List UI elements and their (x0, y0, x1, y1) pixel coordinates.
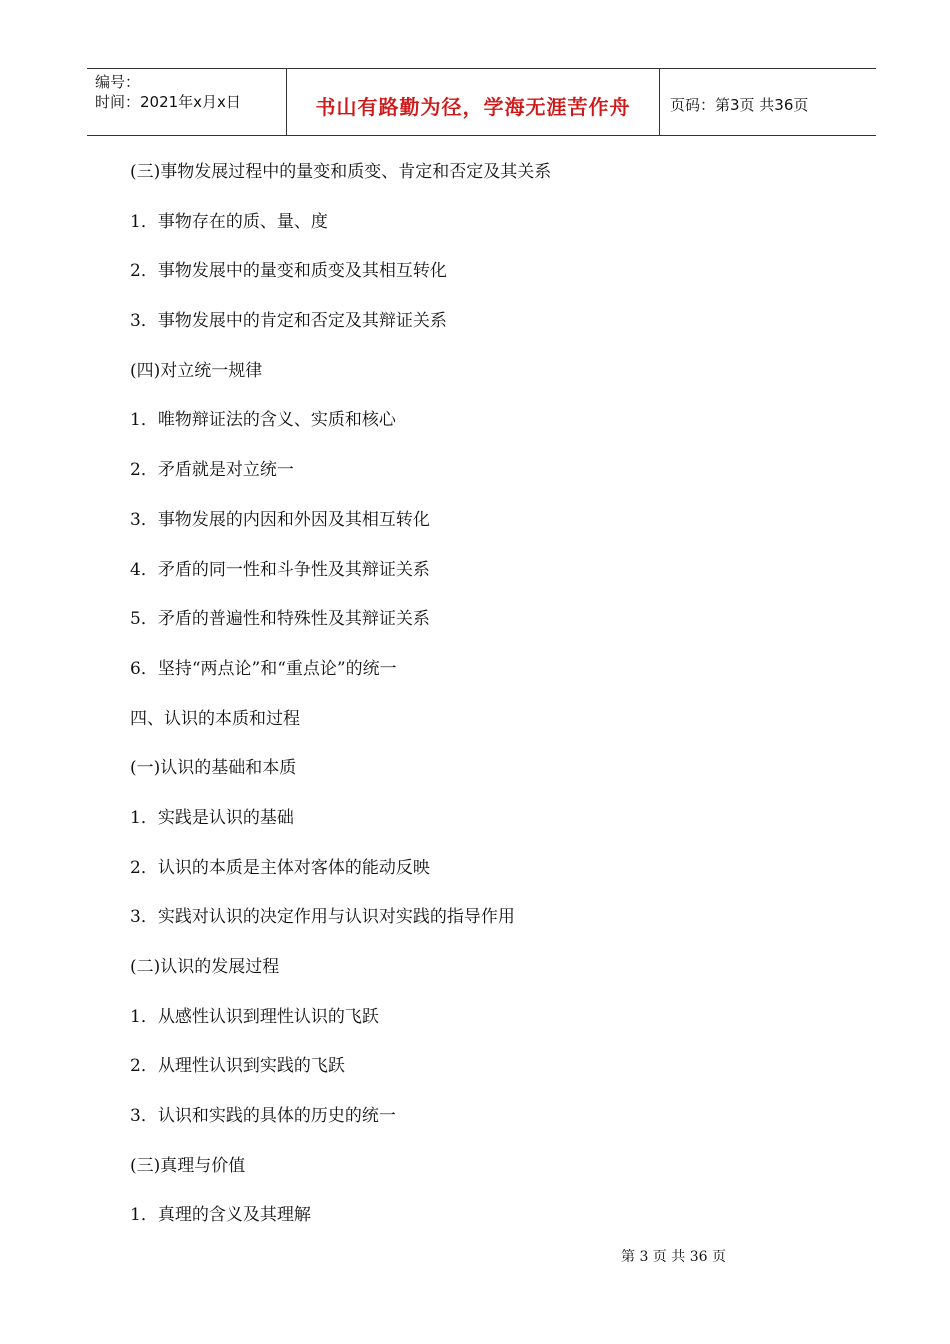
outline-line: 1．唯物辩证法的含义、实质和核心 (130, 410, 396, 431)
outline-line: 5．矛盾的普遍性和特殊性及其辩证关系 (130, 609, 430, 630)
time-label: 时间：2021年x月x日 (95, 93, 241, 111)
outline-line: 6．坚持“两点论”和“重点论”的统一 (130, 658, 397, 679)
header-meta-cell (87, 69, 287, 135)
page-header (87, 68, 876, 136)
outline-line: (四)对立统一规律 (130, 360, 263, 381)
page-footer: 第 3 页 共 36 页 (621, 1249, 726, 1265)
outline-line: 3．事物发展的内因和外因及其相互转化 (130, 509, 430, 530)
outline-line: 1．从感性认识到理性认识的飞跃 (130, 1006, 379, 1027)
outline-line: (一)认识的基础和本质 (130, 758, 297, 779)
document-body (130, 158, 830, 1251)
outline-line: 1．真理的含义及其理解 (130, 1205, 311, 1226)
outline-line: (三)事物发展过程中的量变和质变、肯定和否定及其关系 (130, 162, 552, 182)
motto: 书山有路勤为径，学海无涯苦作舟 (315, 95, 631, 119)
outline-line: 2．事物发展中的量变和质变及其相互转化 (130, 261, 447, 282)
header-motto-cell (287, 69, 660, 135)
outline-line: 3．事物发展中的肯定和否定及其辩证关系 (130, 311, 447, 332)
outline-line: 1．实践是认识的基础 (130, 807, 294, 828)
outline-line: 2．从理性认识到实践的飞跃 (130, 1056, 345, 1077)
outline-line: 3．实践对认识的决定作用与认识对实践的指导作用 (130, 907, 515, 928)
outline-line: (二)认识的发展过程 (130, 957, 280, 977)
outline-line: 4．矛盾的同一性和斗争性及其辩证关系 (130, 559, 430, 580)
number-label: 编号： (95, 73, 141, 91)
outline-line: 2．矛盾就是对立统一 (130, 460, 294, 481)
header-page-cell (660, 69, 876, 135)
outline-line: 2．认识的本质是主体对客体的能动反映 (130, 857, 430, 878)
outline-line: 1．事物存在的质、量、度 (130, 211, 328, 232)
outline-line: 3．认识和实践的具体的历史的统一 (130, 1106, 396, 1127)
outline-line: (三)真理与价值 (130, 1155, 246, 1176)
outline-line: 四、认识的本质和过程 (130, 708, 300, 729)
page-info: 页码：第3页 共36页 (670, 96, 809, 114)
